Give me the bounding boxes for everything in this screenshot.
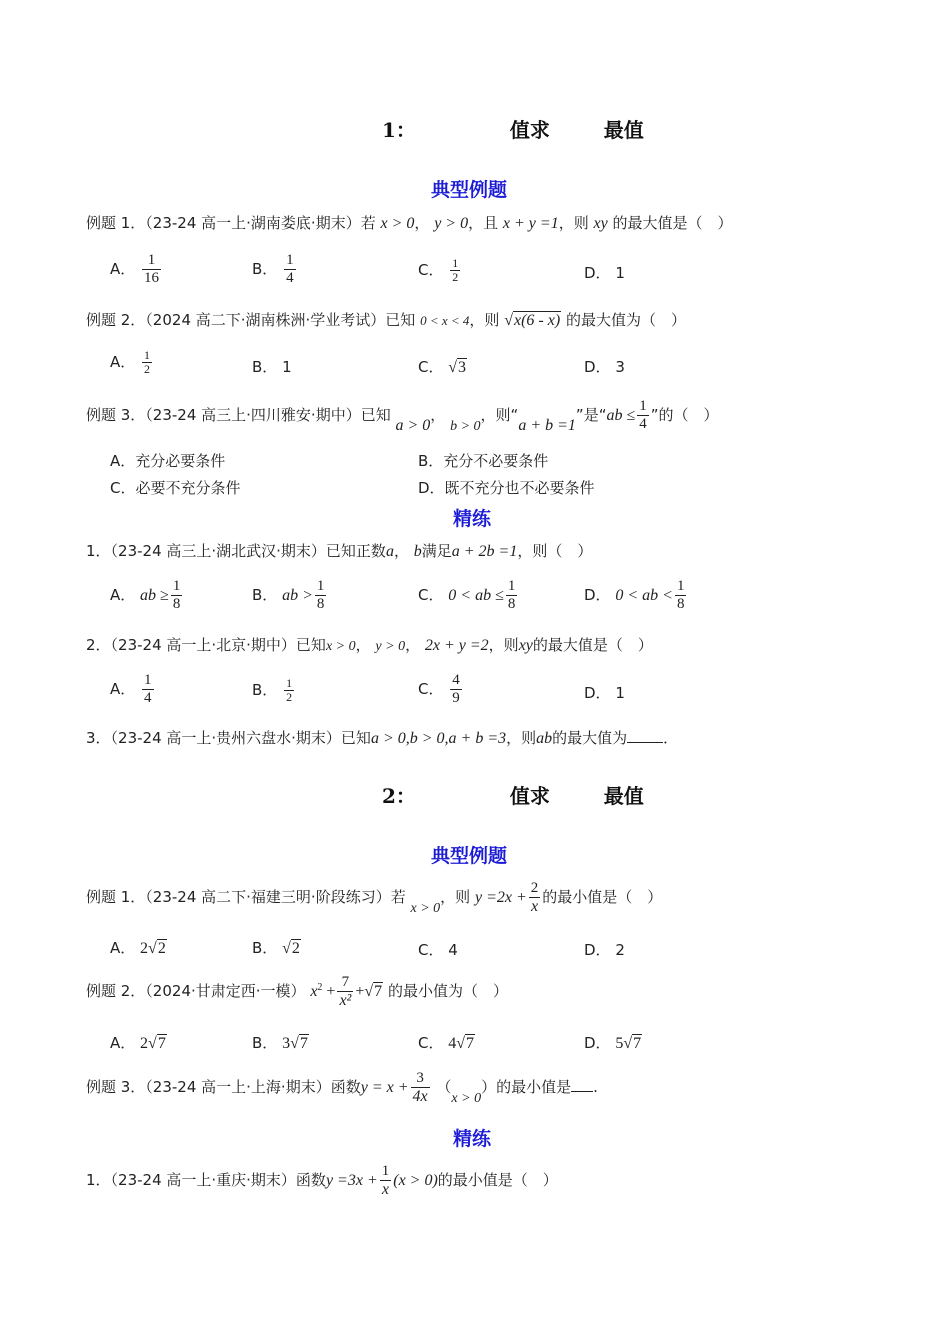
s1-ex3-cond-3: a + b =1 (518, 417, 576, 434)
s2-ex2-option-a (110, 1032, 167, 1053)
frac-denominator: 4 (286, 270, 294, 286)
s1-ex3-sep-1: ， (430, 406, 446, 424)
option-label: C． (418, 586, 444, 604)
s1-ex1-option-a (110, 252, 163, 287)
s2-ex3-domain: x > 0 (451, 1091, 482, 1106)
option-value: 1 (282, 358, 292, 376)
coefficient: 3 (282, 1035, 291, 1052)
s1-p1-var-a: a (385, 543, 394, 560)
s1-ex1-prefix: 例题 1．（23-24 高一上·湖南娄底·期末）若 (86, 214, 376, 232)
s1-p1-sep-2: 满足 (421, 542, 452, 560)
s1-ex1-cond-3: x + y =1 (502, 215, 559, 232)
s1-p1-var-b: b (413, 543, 422, 560)
radicand: 7 (374, 983, 383, 1000)
s1-ex3-prefix: 例题 3．（23-24 高三上·四川雅安·期中）已知 (86, 406, 391, 424)
s2-ex1-option-a (110, 937, 167, 958)
s2-p1-suffix: 的最小值是（ ） (437, 1171, 558, 1189)
radicand: 2 (291, 940, 300, 957)
s1-ex3-expr: ab ≤ (606, 407, 636, 424)
frac-numerator: 1 (507, 578, 516, 594)
option-label: C． (418, 1034, 444, 1052)
option-label: B． (252, 681, 278, 699)
radicand: 7 (466, 1035, 475, 1052)
s2-ex1-suffix: 的最小值是（ ） (542, 888, 663, 906)
option-label: B． (252, 1034, 278, 1052)
frac-denominator: 8 (507, 596, 516, 612)
s2-ex2-option-d (584, 1032, 642, 1053)
section-1-title (382, 114, 644, 143)
s1-example-3-question (86, 398, 719, 433)
section-1-number: 1： (382, 118, 416, 142)
s1-p3-cond: a > 0,b > 0,a + b =3 (370, 730, 507, 747)
s1-p1-prefix: 1．（23-24 高三上·湖北武汉·期末）已知正数 (86, 542, 386, 560)
section-1-title-a: 值求 (509, 118, 550, 142)
s2-ex1-sep: ，则 (440, 888, 471, 906)
s1-ex3-sep-2: ，则“ (480, 406, 519, 424)
s1-ex3-option-d: D．既不充分也不必要条件 (418, 479, 595, 497)
s1-p1-cond: a + 2b =1 (451, 543, 518, 560)
s2-ex2-var: x (310, 983, 318, 1000)
sqrt: √2 (282, 940, 300, 957)
s1-ex2-cond: 0 < x < 4 (420, 313, 470, 328)
s2-ex3-suffix: ）的最小值是 (481, 1078, 572, 1096)
section-1-practice-header: 精练 (453, 508, 492, 530)
s1-ex3-suffix: ”的（ ） (650, 406, 719, 424)
s1-ex3-sep-3: ”是“ (575, 406, 607, 424)
option-expr: 0 < ab ≤ (448, 587, 504, 604)
s2-p1-prefix: 1．（23-24 高一上·重庆·期末）函数 (86, 1171, 326, 1189)
radicand: 7 (157, 1035, 166, 1052)
option-label: C． (418, 680, 444, 698)
frac-denominator: x² (339, 992, 352, 1009)
frac-denominator: 4 (144, 690, 152, 706)
option-label: C． (418, 358, 444, 376)
section-1-examples-header: 典型例题 (431, 179, 508, 201)
s2-ex2-option-b (252, 1032, 309, 1053)
s2-ex1-option-c (418, 939, 458, 960)
s1-p2-sep-1: ， (355, 636, 371, 654)
section-2-title (382, 780, 644, 809)
s1-p3-end: ． (663, 729, 679, 747)
frac-numerator: 1 (452, 256, 459, 270)
sqrt: √7 (456, 1035, 475, 1052)
sqrt: √7 (623, 1035, 642, 1052)
s2-example-3-question (86, 1070, 598, 1105)
s1-ex2-option-b (252, 356, 292, 377)
s1-ex2-sqrt: √x(6 - x) (504, 312, 561, 329)
section-1-title-b: 最值 (603, 118, 644, 142)
s2-example-1-question (86, 880, 662, 915)
option-value: 1 (615, 684, 625, 702)
frac-numerator: 1 (316, 578, 325, 594)
option-label: B． (252, 939, 278, 957)
s1-p2-option-a (110, 672, 156, 707)
s1-p2-option-b (252, 677, 296, 704)
radicand: 3 (458, 359, 467, 376)
s1-ex1-suffix: 的最大值是（ ） (612, 214, 733, 232)
sqrt: √3 (448, 359, 467, 376)
section-2-number: 2： (382, 784, 416, 808)
s1-example-1-question (86, 212, 733, 235)
s1-p1-option-a (110, 578, 184, 613)
s1-p1-option-c (418, 578, 519, 613)
option-label: D． (584, 586, 611, 604)
frac-numerator: 1 (639, 398, 647, 414)
s1-p2-prefix: 2．（23-24 高一上·北京·期中）已知 (86, 636, 326, 654)
s1-ex2-sep: ，则 (469, 311, 500, 329)
frac-numerator: 1 (286, 252, 294, 268)
s1-p2-cond-1: x > 0 (325, 639, 356, 654)
frac-numerator: 1 (676, 578, 685, 594)
s1-p2-suffix: 的最大值是（ ） (532, 636, 653, 654)
s1-practice-1-question (86, 540, 592, 563)
option-label: D． (584, 264, 611, 282)
s1-ex2-suffix: 的最大值为（ ） (565, 311, 686, 329)
option-label: A． (110, 939, 136, 957)
frac-denominator: x (381, 1181, 390, 1198)
s1-p2-cond-3: 2x + y =2 (424, 637, 489, 654)
s1-ex1-cond-1: x > 0 (380, 215, 415, 232)
frac-denominator: 9 (452, 690, 460, 706)
option-label: A． (110, 1034, 136, 1052)
option-label: D． (584, 1034, 611, 1052)
s2-practice-1-question (86, 1163, 558, 1198)
option-expr: ab ≥ (140, 587, 169, 604)
s2-ex1-option-d (584, 939, 625, 960)
s1-ex3-option-c: C．必要不充分条件 (110, 479, 241, 497)
s1-p1-suffix: ，则（ ） (517, 542, 593, 560)
option-label: A． (110, 586, 136, 604)
s1-ex3-cond-1: a > 0 (395, 417, 431, 434)
option-label: A． (110, 260, 136, 278)
frac-numerator: 1 (172, 578, 181, 594)
s1-practice-3-question (86, 727, 678, 750)
s1-practice-2-question (86, 634, 653, 658)
s2-ex3-func: y = x + (360, 1079, 409, 1096)
s2-p1-domain: (x > 0) (393, 1172, 438, 1189)
coefficient: 5 (615, 1035, 624, 1052)
s1-p1-sep-1: ， (393, 542, 409, 560)
s1-ex2-option-a (110, 349, 154, 376)
s2-ex3-paren-open: （ (436, 1078, 452, 1096)
s1-p3-expr: ab (536, 730, 553, 747)
s1-ex1-option-b (252, 252, 298, 287)
s1-p2-option-c (418, 672, 464, 707)
sqrt: √7 (364, 983, 383, 1000)
superscript: 2 (317, 982, 323, 993)
frac-denominator: 4x (412, 1088, 428, 1105)
coefficient: 4 (448, 1035, 457, 1052)
frac-numerator: 1 (144, 672, 152, 688)
option-label: B． (252, 358, 278, 376)
s1-ex2-option-d (584, 356, 625, 377)
option-value: 3 (615, 358, 625, 376)
option-label: D． (584, 684, 611, 702)
s2-ex2-prefix: 例题 2．（2024·甘肃定西·一模） (86, 982, 306, 1000)
option-value: 1 (615, 264, 625, 282)
frac-denominator: 16 (144, 270, 160, 286)
s2-ex3-end: . (593, 1078, 598, 1096)
frac-denominator: 8 (172, 596, 181, 612)
s1-p2-expr: xy (518, 637, 533, 654)
frac-numerator: 1 (381, 1163, 390, 1179)
sqrt: √2 (148, 940, 166, 957)
option-value: 4 (448, 941, 458, 959)
s1-ex3-option-b: B．充分不必要条件 (418, 452, 549, 470)
s2-ex3-prefix: 例题 3．（23-24 高一上·上海·期末）函数 (86, 1078, 361, 1096)
option-value: 2 (615, 941, 625, 959)
frac-denominator: 4 (639, 416, 647, 432)
frac-denominator: 2 (452, 270, 459, 284)
s2-example-2-question (86, 974, 508, 1009)
s1-ex1-expr: xy (593, 215, 608, 232)
s2-ex2-suffix: 的最小值为（ ） (387, 982, 508, 1000)
frac-numerator: 7 (341, 974, 350, 990)
frac-denominator: x (530, 898, 539, 915)
s1-p1-option-b (252, 578, 328, 613)
plus: + (355, 983, 365, 1000)
s1-p3-answer-blank (627, 728, 663, 743)
s2-ex1-func: y =2x + (474, 889, 527, 906)
option-expr: 0 < ab < (615, 587, 673, 604)
frac-denominator: 2 (144, 362, 151, 376)
s1-p3-suffix: 的最大值为 (552, 729, 628, 747)
frac-numerator: 1 (144, 348, 151, 362)
plus: + (322, 983, 336, 1000)
s1-ex1-cond-2: y > 0 (434, 215, 469, 232)
s1-p2-cond-2: y > 0 (375, 639, 406, 654)
frac-numerator: 3 (416, 1070, 424, 1086)
s1-p3-prefix: 3．（23-24 高一上·贵州六盘水·期末）已知 (86, 729, 371, 747)
s1-ex1-option-c (418, 257, 462, 284)
radicand: x(6 - x) (513, 312, 561, 329)
frac-numerator: 1 (286, 676, 293, 690)
sqrt: √7 (148, 1035, 166, 1052)
frac-denominator: 2 (286, 690, 293, 704)
frac-numerator: 1 (147, 252, 156, 268)
frac-denominator: 8 (316, 596, 325, 612)
s1-ex3-option-a: A．充分必要条件 (110, 452, 226, 470)
coefficient: 2 (140, 1035, 149, 1052)
section-2-title-a: 值求 (509, 784, 550, 808)
option-label: C． (418, 941, 444, 959)
coefficient: 2 (140, 940, 149, 957)
section-2-examples-header: 典型例题 (431, 845, 508, 867)
radicand: 2 (157, 940, 166, 957)
s1-ex2-prefix: 例题 2．（2024 高二下·湖南株洲·学业考试）已知 (86, 311, 416, 329)
frac-numerator: 2 (530, 880, 539, 896)
s1-ex1-sep-2: ，且 (468, 214, 499, 232)
option-label: C． (418, 261, 444, 279)
s1-ex1-option-d (584, 262, 625, 283)
option-label: B． (252, 586, 278, 604)
option-label: A． (110, 353, 136, 371)
option-expr: ab > (282, 587, 313, 604)
s1-p3-sep: ，则 (506, 729, 537, 747)
s2-ex3-answer-blank (571, 1077, 593, 1092)
s1-p2-sep-2: ， (405, 636, 421, 654)
section-2-title-b: 最值 (603, 784, 644, 808)
radicand: 7 (299, 1035, 308, 1052)
s1-ex1-sep-3: ，则 (558, 214, 589, 232)
radicand: 7 (633, 1035, 642, 1052)
option-label: D． (584, 941, 611, 959)
frac-denominator: 8 (676, 596, 685, 612)
s2-ex1-cond: x > 0 (410, 901, 441, 916)
s1-ex2-option-c (418, 356, 467, 377)
sqrt: √7 (290, 1035, 308, 1052)
s1-p2-sep-3: ，则 (488, 636, 519, 654)
s2-ex1-option-b (252, 937, 301, 958)
section-2-practice-header: 精练 (453, 1128, 492, 1150)
frac-numerator: 4 (452, 672, 460, 688)
option-label: D． (584, 358, 611, 376)
option-label: A． (110, 680, 136, 698)
option-label: B． (252, 260, 278, 278)
s1-ex1-sep-1: ， (414, 214, 430, 232)
s1-p2-option-d (584, 682, 625, 703)
s1-example-2-question (86, 309, 686, 332)
s2-ex1-prefix: 例题 1．（23-24 高二下·福建三明·阶段练习）若 (86, 888, 406, 906)
s1-ex3-cond-2: b > 0 (450, 419, 481, 434)
s1-p1-option-d (584, 578, 688, 613)
s2-p1-func: y =3x + (325, 1172, 378, 1189)
s2-ex2-option-c (418, 1032, 475, 1053)
